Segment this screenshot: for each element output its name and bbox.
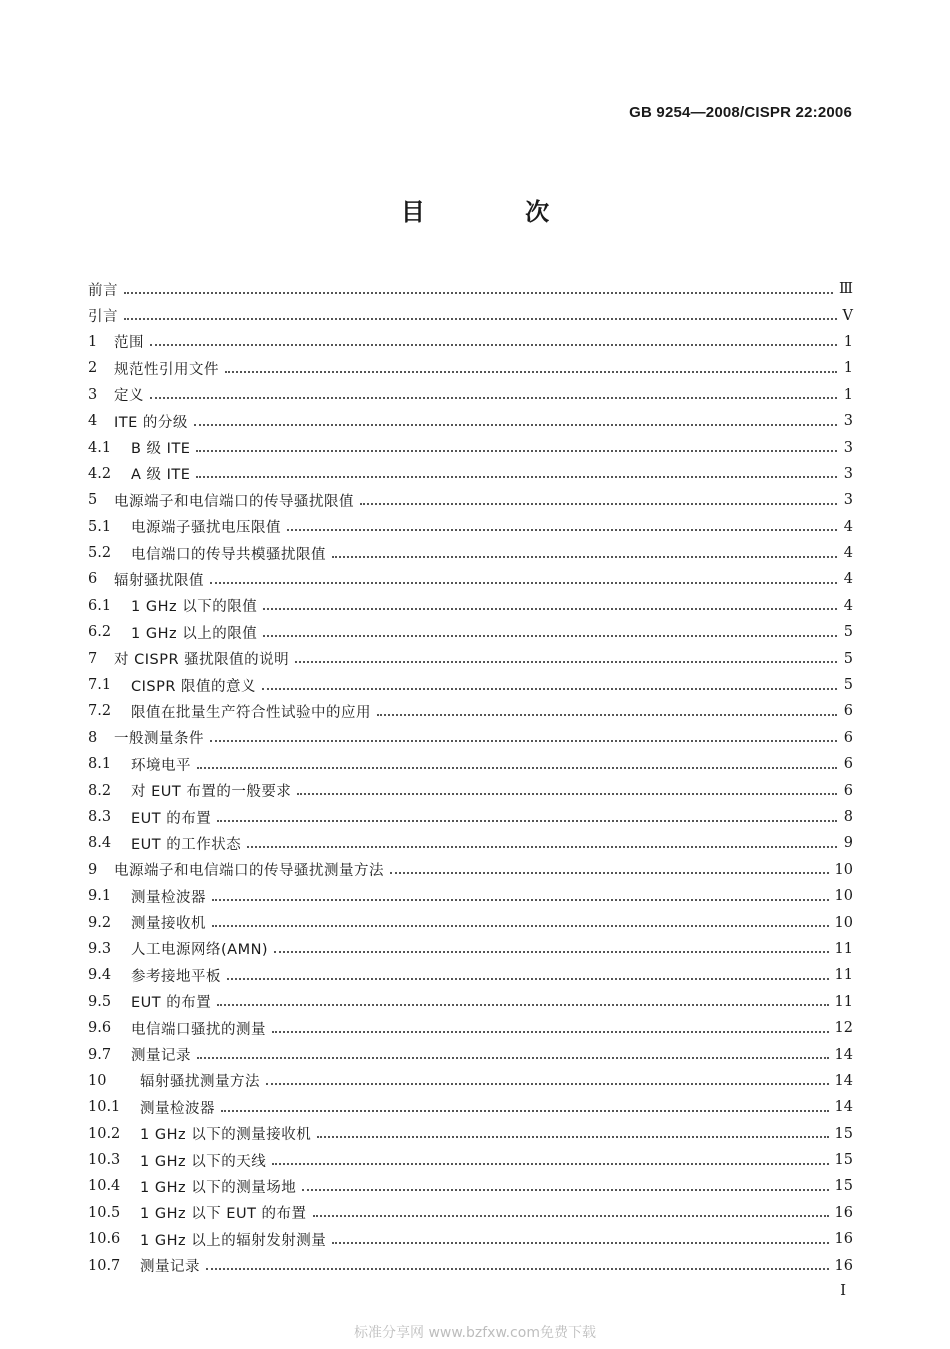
toc-entry-number: 5.2 bbox=[88, 545, 112, 562]
toc-leader-dots bbox=[313, 1214, 829, 1217]
toc-leader-dots bbox=[196, 449, 837, 452]
toc-entry-number: 6.2 bbox=[88, 624, 112, 641]
toc-entry[interactable] bbox=[88, 566, 853, 592]
toc-entry-number: 5 bbox=[88, 492, 98, 509]
toc-leader-dots bbox=[377, 713, 837, 716]
toc-entry-number: 10.7 bbox=[88, 1257, 121, 1274]
toc-entry-number: 10 bbox=[88, 1072, 107, 1089]
toc-leader-dots bbox=[302, 1188, 828, 1191]
toc-entry-page: 15 bbox=[834, 1178, 853, 1195]
toc-entry-number: 9 bbox=[88, 861, 98, 878]
toc-leader-dots bbox=[206, 1267, 829, 1270]
toc-entry-label: EUT 的布置 bbox=[131, 995, 212, 1012]
toc-leader-dots bbox=[262, 687, 837, 690]
toc-entry[interactable] bbox=[88, 830, 853, 856]
toc-entry-label: 电源端子和电信端口的传导骚扰限值 bbox=[114, 493, 354, 510]
toc-entry-page: 4 bbox=[843, 571, 853, 588]
toc-entry[interactable] bbox=[88, 302, 853, 328]
page-number: I bbox=[840, 1281, 846, 1299]
toc-entry-number: 1 bbox=[88, 333, 98, 350]
toc-entry[interactable] bbox=[88, 619, 853, 645]
toc-entry-number: 8.3 bbox=[88, 809, 112, 825]
toc-entry-page: 10 bbox=[834, 888, 853, 905]
toc-entry-number: 4 bbox=[88, 413, 98, 430]
toc-entry[interactable] bbox=[88, 751, 853, 777]
toc-entry[interactable] bbox=[88, 408, 853, 434]
toc-leader-dots bbox=[210, 739, 837, 742]
toc-entry-number: 10.2 bbox=[88, 1125, 121, 1142]
toc-entry[interactable] bbox=[88, 1094, 853, 1120]
toc-entry-page: 16 bbox=[834, 1231, 853, 1248]
toc-entry-page: 6 bbox=[843, 782, 853, 799]
toc-leader-dots bbox=[217, 819, 837, 822]
toc-entry-label: 对 EUT 布置的一般要求 bbox=[131, 784, 292, 801]
toc-entry-label: EUT 的工作状态 bbox=[131, 836, 242, 853]
toc-leader-dots bbox=[360, 502, 837, 505]
toc-entry-page: 1 bbox=[843, 386, 853, 403]
toc-entry-label: 辐射骚扰限值 bbox=[114, 572, 204, 589]
toc-entry-page: 10 bbox=[834, 861, 853, 878]
toc-leader-dots bbox=[287, 528, 837, 531]
toc-entry-page: 16 bbox=[834, 1257, 853, 1274]
toc-entry-label: 1 GHz 以下的限值 bbox=[131, 599, 258, 616]
toc-leader-dots bbox=[332, 555, 837, 558]
toc-entry-number: 9.1 bbox=[88, 888, 112, 905]
toc-entry-page: 14 bbox=[834, 1046, 853, 1063]
toc-entry-label: 人工电源网络(AMN) bbox=[131, 942, 269, 959]
toc-leader-dots bbox=[197, 766, 837, 769]
toc-entry-label: 1 GHz 以上的辐射发射测量 bbox=[140, 1232, 327, 1249]
toc-entry-label: 测量记录 bbox=[140, 1259, 200, 1276]
toc-leader-dots bbox=[332, 1241, 828, 1244]
toc-entry-label: 定义 bbox=[114, 388, 144, 405]
toc-entry-label: 一般测量条件 bbox=[114, 731, 204, 748]
toc-leader-dots bbox=[317, 1135, 828, 1138]
page-title: 目 次 bbox=[400, 198, 596, 226]
toc-entry-page: 5 bbox=[843, 677, 853, 694]
toc-leader-dots bbox=[272, 1162, 828, 1165]
toc-entry-number: 3 bbox=[88, 386, 98, 403]
toc-entry[interactable] bbox=[88, 1121, 853, 1147]
toc-entry-label: 参考接地平板 bbox=[131, 968, 221, 985]
toc-entry-label: 限值在批量生产符合性试验中的应用 bbox=[131, 704, 371, 721]
toc-leader-dots bbox=[210, 581, 837, 584]
toc-leader-dots bbox=[390, 871, 829, 874]
toc-entry[interactable] bbox=[88, 329, 853, 355]
toc-leader-dots bbox=[150, 396, 837, 399]
toc-leader-dots bbox=[272, 1030, 829, 1033]
toc-entry-number: 4.1 bbox=[88, 439, 112, 456]
toc-entry-label: 范围 bbox=[114, 335, 144, 352]
toc-entry-number: 8 bbox=[88, 729, 98, 746]
toc-entry-number: 8.4 bbox=[88, 835, 112, 852]
toc-leader-dots bbox=[263, 607, 837, 610]
toc-entry-page: 6 bbox=[843, 703, 853, 720]
toc-entry-label: 测量检波器 bbox=[140, 1100, 215, 1117]
toc-entry-page: 11 bbox=[834, 993, 853, 1010]
toc-entry-number: 6.1 bbox=[88, 597, 112, 614]
toc-entry-label: 辐射骚扰测量方法 bbox=[140, 1074, 260, 1091]
toc-entry[interactable] bbox=[88, 936, 853, 962]
toc-entry-label: 规范性引用文件 bbox=[114, 361, 219, 378]
toc-entry[interactable] bbox=[88, 593, 853, 619]
toc-entry-page: 3 bbox=[843, 413, 853, 430]
toc-leader-dots bbox=[297, 792, 837, 795]
toc-entry-label: CISPR 限值的意义 bbox=[131, 678, 257, 695]
toc-entry-number: 5.1 bbox=[88, 518, 112, 535]
toc-entry-number: 6 bbox=[88, 571, 98, 588]
toc-entry-label: 引言 bbox=[88, 309, 118, 326]
toc-entry-label: EUT 的布置 bbox=[131, 810, 212, 827]
toc-entry-label: 1 GHz 以上的限值 bbox=[131, 625, 258, 642]
toc-entry-label: 测量接收机 bbox=[131, 916, 206, 933]
toc-entry-label: 电源端子和电信端口的传导骚扰测量方法 bbox=[114, 863, 384, 880]
toc-entry-page: 1 bbox=[843, 360, 853, 377]
toc-entry-page: 15 bbox=[834, 1152, 853, 1169]
toc-entry[interactable] bbox=[88, 962, 853, 988]
toc-leader-dots bbox=[150, 343, 837, 346]
toc-entry-number: 2 bbox=[88, 360, 98, 377]
toc-leader-dots bbox=[225, 370, 837, 373]
toc-entry-number: 9.3 bbox=[88, 940, 112, 957]
toc-entry[interactable] bbox=[88, 1252, 853, 1278]
toc-entry-label: 前言 bbox=[88, 282, 118, 299]
toc-entry-label: 测量记录 bbox=[131, 1048, 191, 1065]
toc-entry-page: 4 bbox=[843, 518, 853, 535]
toc-entry-number: 9.4 bbox=[88, 967, 112, 984]
toc-entry[interactable] bbox=[88, 804, 853, 830]
table-of-contents bbox=[88, 276, 853, 1279]
toc-leader-dots bbox=[221, 1109, 829, 1112]
toc-leader-dots bbox=[295, 660, 837, 663]
toc-entry[interactable] bbox=[88, 1041, 853, 1067]
toc-entry[interactable] bbox=[88, 989, 853, 1015]
toc-entry-number: 7.1 bbox=[88, 677, 112, 694]
toc-entry-page: 14 bbox=[834, 1072, 853, 1089]
toc-entry[interactable] bbox=[88, 487, 853, 513]
toc-entry[interactable] bbox=[88, 777, 853, 803]
toc-entry-page: 8 bbox=[843, 809, 853, 825]
toc-leader-dots bbox=[196, 475, 837, 478]
toc-entry-page: 11 bbox=[834, 967, 853, 984]
toc-entry-label: ITE 的分级 bbox=[114, 414, 188, 431]
toc-entry[interactable] bbox=[88, 857, 853, 883]
toc-entry-label: B 级 ITE bbox=[131, 441, 191, 458]
standard-code: GB 9254—2008/CISPR 22:2006 bbox=[629, 104, 852, 121]
toc-entry[interactable] bbox=[88, 461, 853, 487]
toc-entry[interactable] bbox=[88, 883, 853, 909]
toc-entry[interactable] bbox=[88, 645, 853, 671]
toc-entry[interactable] bbox=[88, 514, 853, 540]
toc-entry-page: 10 bbox=[834, 914, 853, 931]
toc-entry-number: 7.2 bbox=[88, 703, 112, 720]
toc-entry-number: 9.6 bbox=[88, 1020, 112, 1037]
toc-entry-page: 12 bbox=[834, 1020, 853, 1037]
toc-entry[interactable] bbox=[88, 1173, 853, 1199]
toc-entry-label: 电源端子骚扰电压限值 bbox=[131, 520, 281, 537]
watermark: 标准分享网 www.bzfxw.com免费下载 bbox=[354, 1325, 596, 1341]
toc-entry-page: 4 bbox=[843, 545, 853, 562]
toc-entry[interactable] bbox=[88, 725, 853, 751]
toc-entry-label: 1 GHz 以下的测量场地 bbox=[140, 1179, 297, 1196]
toc-leader-dots bbox=[124, 317, 837, 320]
toc-entry-page: 6 bbox=[843, 756, 853, 773]
toc-entry-label: 电信端口的传导共模骚扰限值 bbox=[131, 546, 326, 563]
toc-entry[interactable] bbox=[88, 672, 853, 698]
toc-entry-page: 14 bbox=[834, 1099, 853, 1116]
toc-entry-page: 5 bbox=[843, 650, 853, 667]
toc-entry-number: 9.7 bbox=[88, 1046, 112, 1063]
toc-entry-label: A 级 ITE bbox=[131, 467, 191, 484]
toc-entry-number: 9.5 bbox=[88, 993, 112, 1010]
toc-entry-label: 1 GHz 以下 EUT 的布置 bbox=[140, 1206, 307, 1223]
toc-entry-page: V bbox=[842, 307, 853, 324]
toc-entry[interactable] bbox=[88, 355, 853, 381]
toc-leader-dots bbox=[274, 950, 828, 953]
toc-entry[interactable] bbox=[88, 276, 853, 302]
toc-entry-page: 1 bbox=[843, 333, 853, 350]
toc-entry[interactable] bbox=[88, 540, 853, 566]
toc-entry-page: 3 bbox=[843, 465, 853, 482]
toc-entry-page: 5 bbox=[843, 624, 853, 641]
toc-entry-page: 3 bbox=[843, 492, 853, 509]
toc-entry-number: 10.3 bbox=[88, 1152, 121, 1169]
toc-entry-page: 4 bbox=[843, 597, 853, 614]
toc-leader-dots bbox=[124, 291, 833, 294]
toc-entry[interactable] bbox=[88, 1200, 853, 1226]
toc-entry-number: 10.6 bbox=[88, 1231, 121, 1248]
toc-leader-dots bbox=[197, 1056, 829, 1059]
toc-leader-dots bbox=[247, 845, 837, 848]
toc-entry-page: 6 bbox=[843, 729, 853, 746]
toc-entry-page: 15 bbox=[834, 1125, 853, 1142]
toc-leader-dots bbox=[194, 423, 837, 426]
toc-leader-dots bbox=[212, 898, 829, 901]
toc-leader-dots bbox=[212, 924, 829, 927]
toc-entry[interactable] bbox=[88, 1015, 853, 1041]
toc-entry-page: Ⅲ bbox=[839, 281, 853, 298]
toc-entry-label: 环境电平 bbox=[131, 757, 191, 774]
toc-leader-dots bbox=[217, 1003, 828, 1006]
toc-entry-label: 对 CISPR 骚扰限值的说明 bbox=[114, 652, 290, 669]
toc-leader-dots bbox=[263, 634, 837, 637]
toc-entry-page: 16 bbox=[834, 1204, 853, 1221]
toc-entry-label: 1 GHz 以下的测量接收机 bbox=[140, 1127, 312, 1144]
toc-entry-number: 10.1 bbox=[88, 1099, 121, 1116]
toc-entry-number: 8.1 bbox=[88, 756, 112, 773]
toc-entry-number: 10.4 bbox=[88, 1178, 121, 1195]
toc-entry-label: 测量检波器 bbox=[131, 889, 206, 906]
toc-entry-number: 10.5 bbox=[88, 1204, 121, 1221]
toc-entry[interactable] bbox=[88, 1068, 853, 1094]
toc-entry[interactable] bbox=[88, 434, 853, 460]
toc-entry-page: 11 bbox=[834, 940, 853, 957]
toc-entry[interactable] bbox=[88, 909, 853, 935]
toc-entry[interactable] bbox=[88, 382, 853, 408]
toc-entry-page: 9 bbox=[843, 835, 853, 852]
toc-entry-number: 9.2 bbox=[88, 914, 112, 931]
toc-entry[interactable] bbox=[88, 1147, 853, 1173]
toc-leader-dots bbox=[227, 977, 829, 980]
toc-leader-dots bbox=[266, 1082, 829, 1085]
toc-entry-page: 3 bbox=[843, 439, 853, 456]
toc-entry-number: 7 bbox=[88, 650, 98, 667]
toc-entry-number: 8.2 bbox=[88, 782, 112, 799]
toc-entry[interactable] bbox=[88, 1226, 853, 1252]
toc-entry-label: 1 GHz 以下的天线 bbox=[140, 1153, 267, 1170]
toc-entry-number: 4.2 bbox=[88, 465, 112, 482]
toc-entry-label: 电信端口骚扰的测量 bbox=[131, 1021, 266, 1038]
toc-entry[interactable] bbox=[88, 698, 853, 724]
